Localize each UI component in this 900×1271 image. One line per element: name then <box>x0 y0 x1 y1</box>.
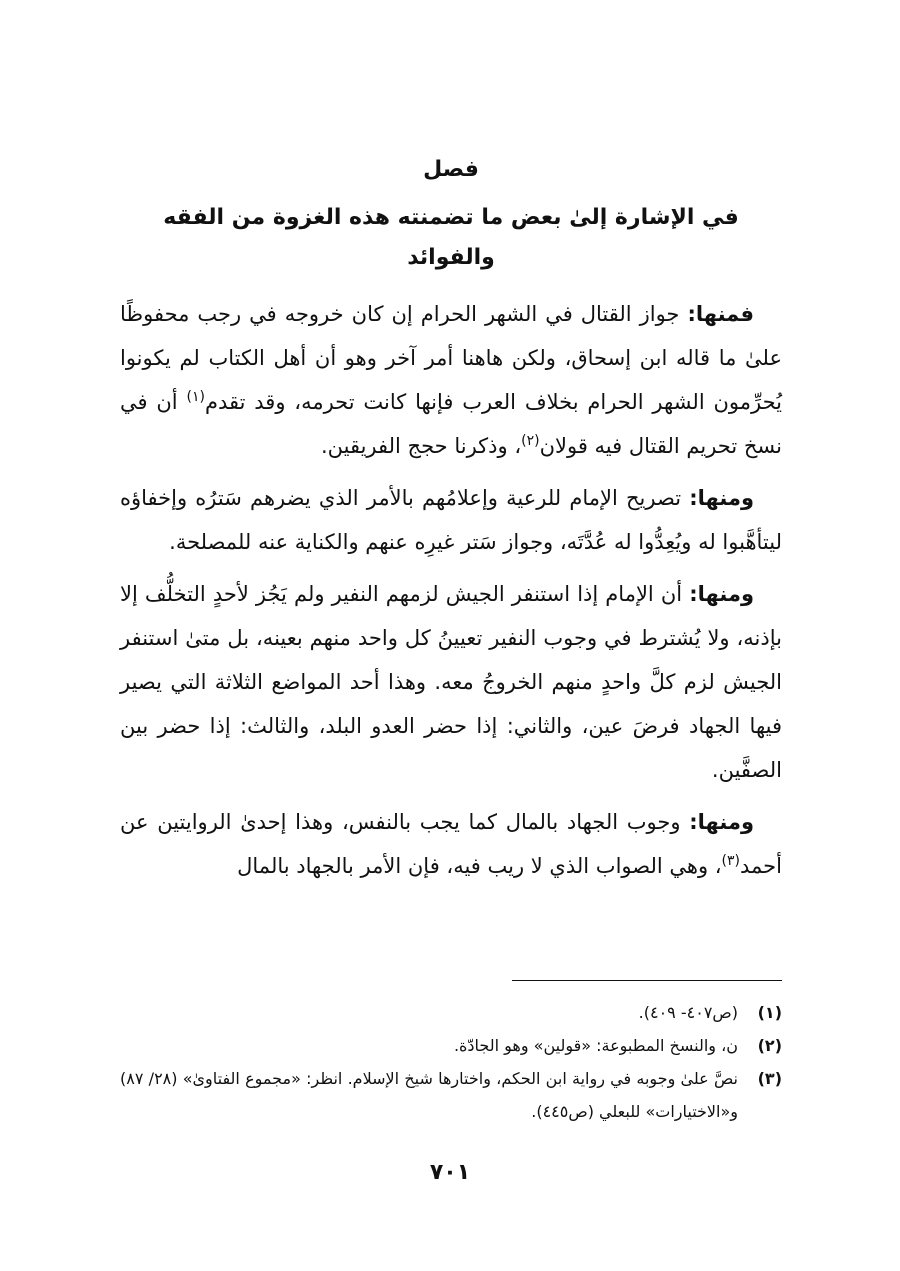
paragraph-3-lead: ومنها: <box>689 582 754 606</box>
footnote-3 <box>120 1062 782 1128</box>
footnote-ref-3: (٣) <box>721 853 741 869</box>
chapter-subtitle: في الإشارة إلىٰ بعض ما تضمنته هذه الغزوة من الفقه والفوائد <box>163 205 739 270</box>
footnote-separator <box>512 980 782 981</box>
footnote-3-number: (٣) <box>757 1069 782 1088</box>
paragraph-2 <box>120 476 782 564</box>
paragraph-3 <box>120 572 782 792</box>
page-number: ٧٠١ <box>429 1160 471 1185</box>
footnotes <box>120 996 782 1128</box>
footnote-2-number: (٢) <box>757 1036 782 1055</box>
paragraph-1-lead: فمنها: <box>687 302 754 326</box>
page-body <box>120 140 782 896</box>
paragraph-1-text-c: ، وذكرنا حجج الفريقين. <box>320 434 522 458</box>
paragraph-4-lead: ومنها: <box>689 810 754 834</box>
paragraph-1-text-a: جواز القتال في الشهر الحرام إن كان خروجه في رجب محفوظًا علىٰ ما قاله ابن إسحاق، ولكن هاهنا أمر آخر وهو أن أهل الكتاب لم يكونوا يُحرِّمون الشهر الحرام بخلاف العرب فإنها كانت تحرمه، وقد تقدم <box>120 302 782 414</box>
footnote-1 <box>120 996 782 1029</box>
footnote-2 <box>120 1029 782 1062</box>
paragraph-2-text: تصريح الإمام للرعية وإعلامُهم بالأمر الذي يضرهم سَترُه وإخفاؤه ليتأهَّبوا له ويُعِدُّوا له عُدَّتَه، وجواز سَتر غيرِه عنهم والكناية عنه للمصلحة. <box>120 486 782 554</box>
paragraph-4-text-a: وجوب الجهاد بالمال كما يجب بالنفس، وهذا إحدىٰ الروايتين عن أحمد <box>120 810 782 878</box>
footnote-ref-2: (٢) <box>521 433 540 449</box>
footnote-2-text: ن، والنسخ المطبوعة: «قولين» وهو الجادّة. <box>453 1036 738 1055</box>
paragraph-3-text: أن الإمام إذا استنفر الجيش لزمهم النفير ولم يَجُز لأحدٍ التخلُّف إلا بإذنه، ولا يُشترط في وجوب النفير تعيينُ كل واحد منهم بعينه، بل متىٰ استنفر الجيش لزم كلَّ واحدٍ منهم الخروجُ معه. وهذا أحد المواضع الثلاثة التي يصير فيها الجهاد فرضَ عين، والثاني: إذا حضر العدو البلد، والثالث: إذا حضر بين الصفَّين. <box>120 582 782 782</box>
footnote-3-text: نصَّ علىٰ وجوبه في رواية ابن الحكم، واختارها شيخ الإسلام. انظر: «مجموع الفتاوىٰ» (٢٨/ ٨٧) و«الاختيارات» للبعلي (ص٤٤٥). <box>120 1069 738 1121</box>
footnote-ref-1: (١) <box>186 389 205 405</box>
footnote-1-number: (١) <box>757 1003 782 1022</box>
footnote-1-text: (ص٤٠٧- ٤٠٩). <box>638 1003 738 1022</box>
paragraph-4 <box>120 800 782 888</box>
paragraph-2-lead: ومنها: <box>689 486 754 510</box>
paragraph-1-text-b: أن في نسخ تحريم القتال فيه قولان <box>120 390 782 458</box>
paragraph-1 <box>120 292 782 468</box>
paragraph-4-text-b: ، وهي الصواب الذي لا ريب فيه، فإن الأمر بالجهاد بالمال <box>237 854 722 878</box>
chapter-title: فصل <box>423 157 479 182</box>
